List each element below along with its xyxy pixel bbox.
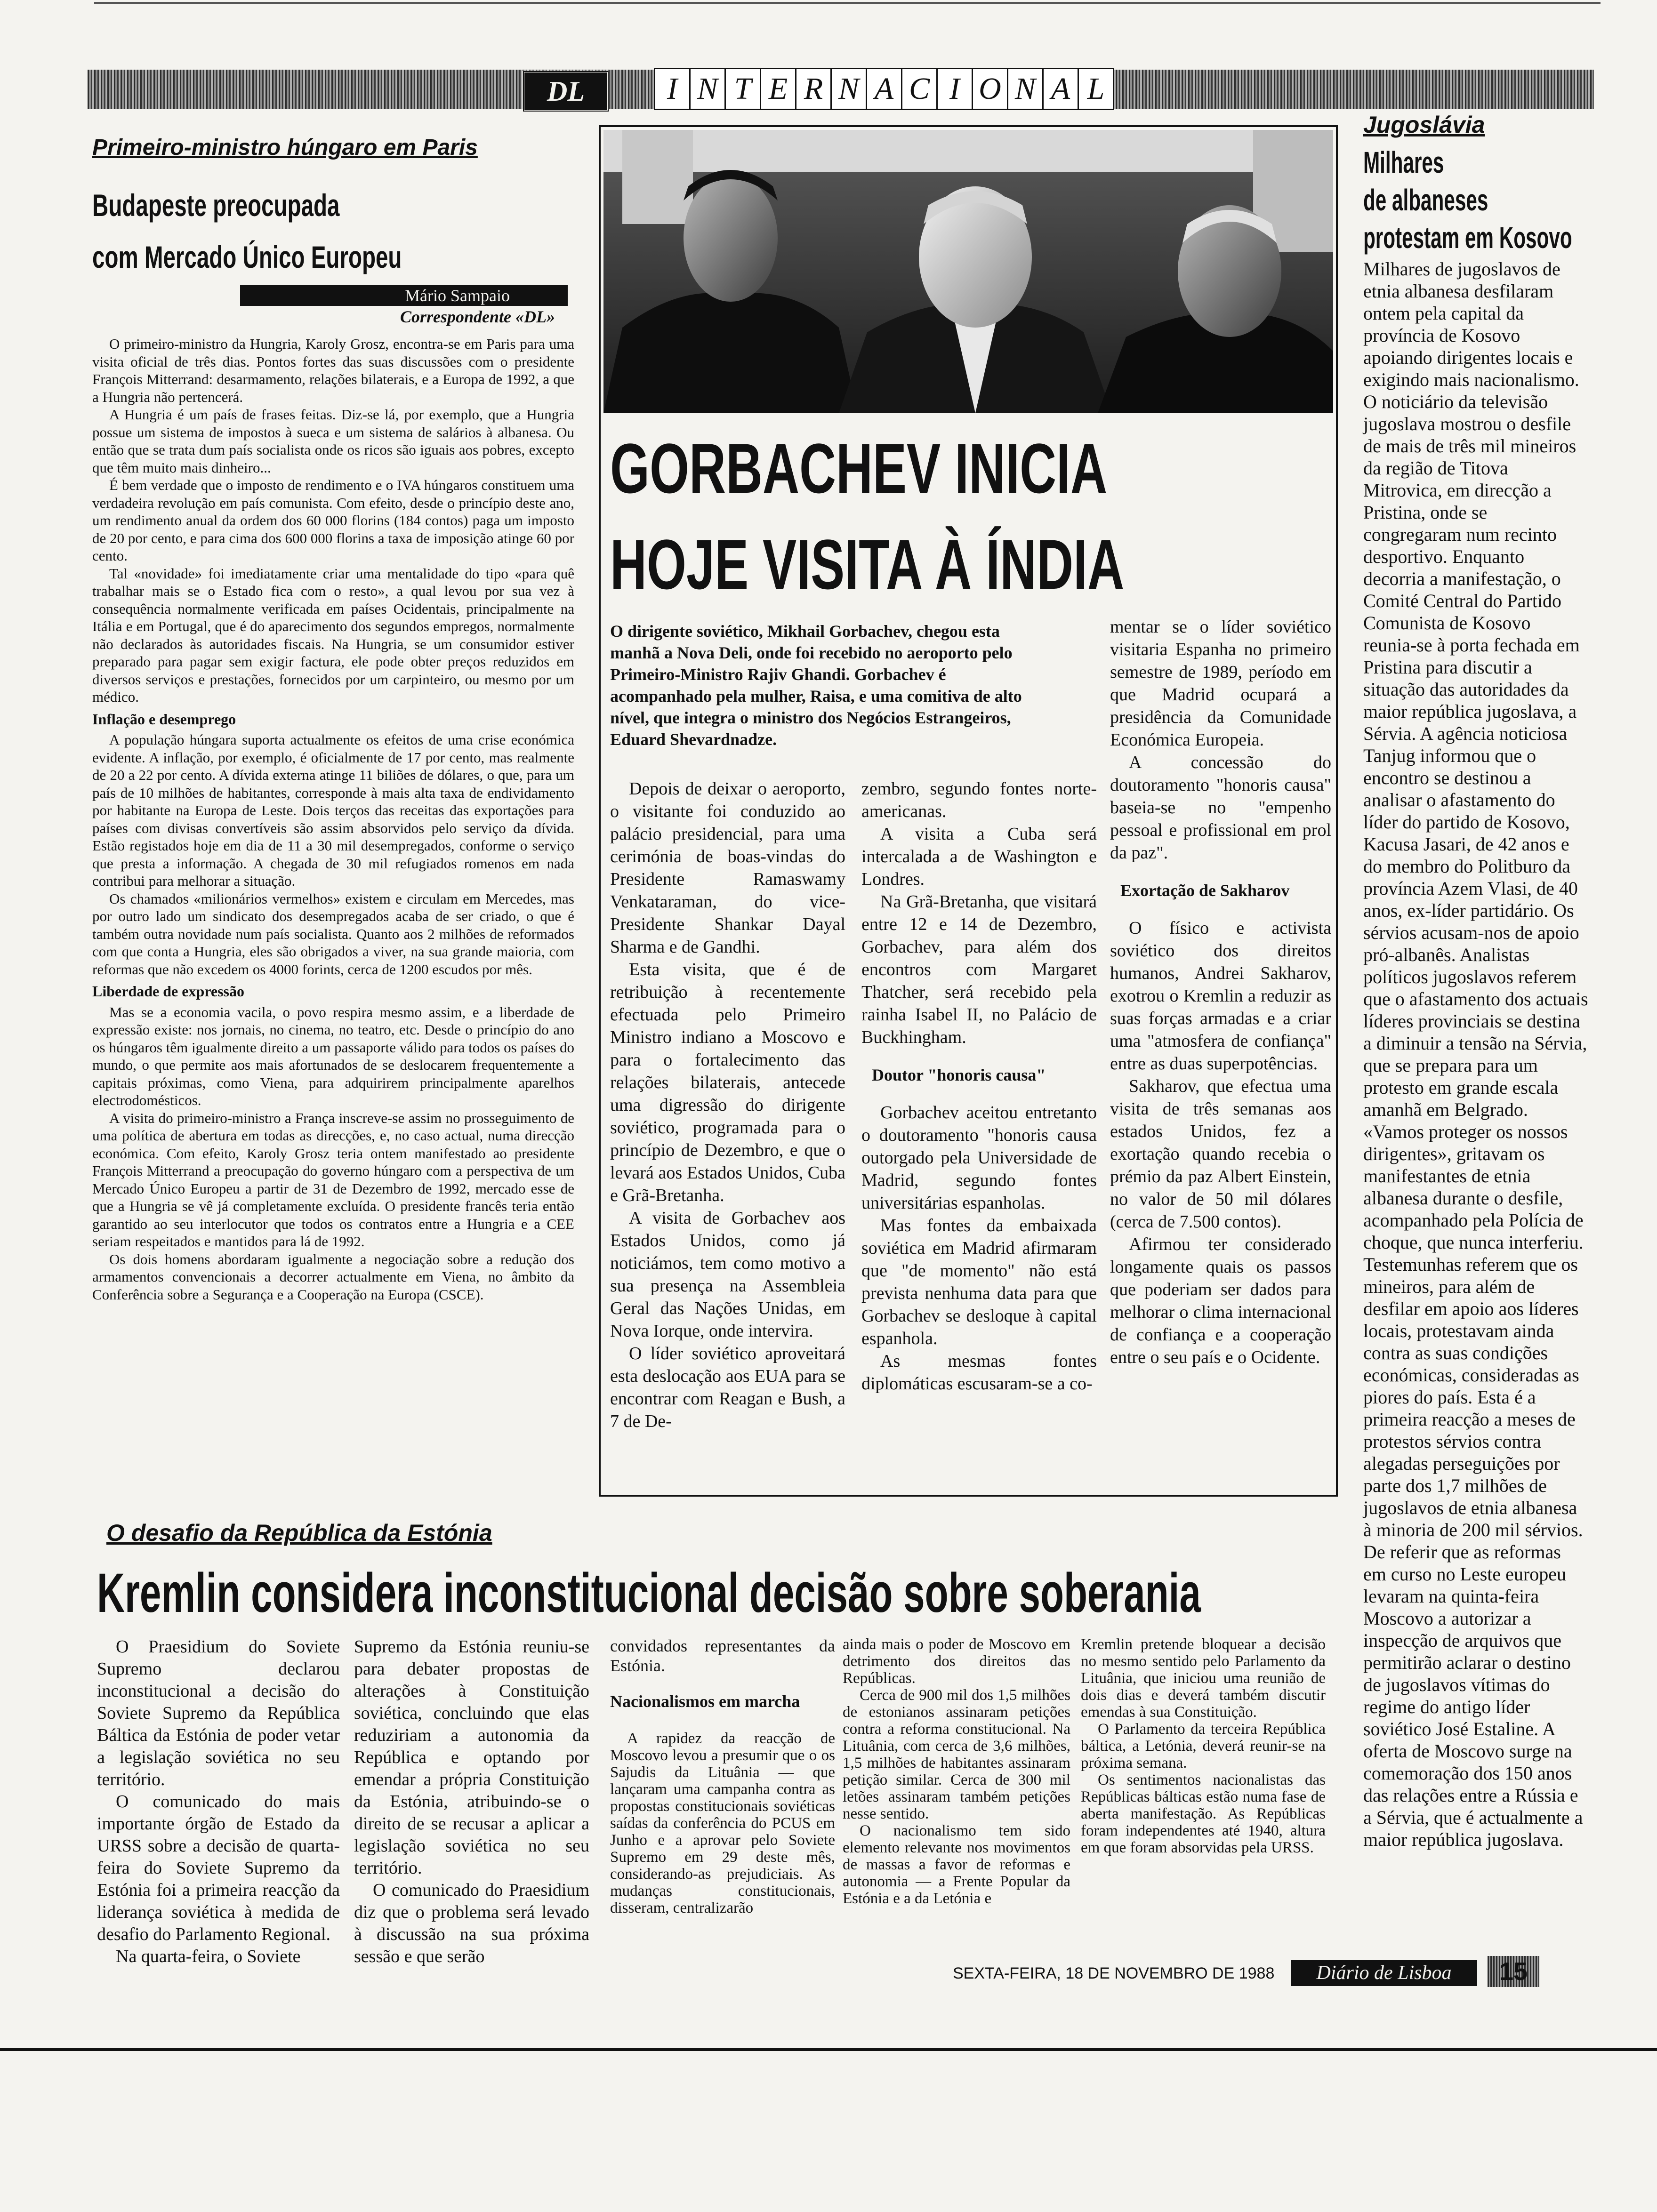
footer-paper-name: Diário de Lisboa [1291, 1960, 1477, 1986]
hungary-kicker: Primeiro-ministro húngaro em Paris [92, 135, 478, 160]
paragraph: A visita do primeiro-ministro a França inscreve-se assim no prosseguimento de uma política de abertura em todas as direcções, e, no caso actual, numa direcção económica. Com efeito, Karoly Grosz teria ontem manifestado ao presidente François Mitterrand a preocupação do governo húngaro com a perspectiva de um Mercado Único Europeu a partir de 31 de Dezembro de 1992, mercado esse de que a Hungria se vê já completamente excluída. O presidente francês teria então garantido ao seu interlocutor que todos os contratos entre a Hungria e a CEE seriam respeitados e mantidos para lá de 1992. [92, 1109, 574, 1250]
paragraph: A visita de Gorbachev aos Estados Unidos, como já noticiámos, tem como motivo a sua presença na Assembleia Geral das Nações Unidas, em Nova Iorque, onde intervira. [610, 1208, 845, 1341]
paragraph: Afirmou ter considerado longamente quais os passos que poderiam ser dados para melhorar o clima internacional de confiança e a cooperação entre o seu país e o Ocidente. [1110, 1234, 1331, 1367]
paragraph: Mas fontes da embaixada soviética em Madrid afirmaram que "de momento" não está prevista nenhuma data para que Gorbachev se desloque à capital espanhola. [861, 1216, 1097, 1348]
gorbachev-lead: O dirigente soviético, Mikhail Gorbachev, chegou esta manhã a Nova Deli, onde foi recebido no aeroporto pelo Primeiro-Ministro Rajiv Ghandi. Gorbachev é acompanhado pela mulher, Raisa, e uma comitiva de alto nível, que integra o ministro dos Negócios Estrangeiros, Eduard Shevardnadze. [610, 622, 1022, 749]
hungary-body [92, 335, 574, 1303]
paragraph: Os chamados «milionários vermelhos» existem e circulam em Mercedes, mas por outro lado um sindicato dos desempregados acaba de ser criado, o que é também outra novidade num país socialista. Quanto aos 2 milhões de reformados com que conta a Hungria, eles são obrigados a viver, na sua grande maioria, com reformas que não excedem os 4000 forints, cerca de 1200 escudos por mês. [92, 890, 574, 978]
yugoslavia-kicker: Jugoslávia [1363, 112, 1485, 138]
section-letter: L [1078, 68, 1114, 110]
paragraph: O físico e activista soviético dos direitos humanos, Andrei Sakharov, exotrou o Kremlin a reduzir as suas forças armadas e a criar uma "atmosfera de confiança" entre as duas superpotências. [1110, 918, 1331, 1074]
yugoslavia-headline: Milhares [1363, 145, 1444, 179]
paragraph: É bem verdade que o imposto de rendimento e o IVA húngaros constituem uma verdadeira revolução em país comunista. Com efeito, desde o princípio deste ano, um rendimento anual da ordem dos 60 000 florins (184 contos) paga um imposto de 20 por cento, e para cima dos 600 000 florins a taxa de imposição atinge 60 por cento. [92, 477, 574, 564]
section-letter: C [901, 68, 938, 110]
section-letter: A [866, 68, 902, 110]
paragraph: A rapidez da reacção de Moscovo levou a presumir que o os Sajudis da Lituânia — que lançaram uma campanha contra as propostas constitucionais soviéticas saídas da conferência do PCUS em Junho e a aprovar pelo Soviete Supremo em 29 deste mês, considerando-as prejudiciais. As mudanças constitucionais, disseram, centralizarão [610, 1730, 835, 1916]
paragraph: Os dois homens abordaram igualmente a negociação sobre a redução dos armamentos convencionais a decorrer actualmente em Viena, no âmbito da Conferência sobre a Segurança e a Cooperação na Europa (CSCE). [92, 1250, 574, 1303]
section-letter: N [1007, 68, 1044, 110]
estonia-column-4 [843, 1636, 1070, 1907]
newspaper-logo: DL [523, 71, 609, 112]
paragraph: O comunicado do Praesidium diz que o problema será levado à discussão na sua próxima sessão e que serão [354, 1880, 589, 1966]
top-rule [94, 2, 1601, 4]
subheading: Doutor "honoris causa" [872, 1066, 1046, 1084]
estonia-column-2 [354, 1636, 589, 1968]
paragraph: O Parlamento da terceira República báltica, a Letónia, deverá reunir-se na próxima semana. [1081, 1721, 1326, 1771]
estonia-headline: Kremlin considera inconstitucional decisão sobre soberania [97, 1562, 1201, 1624]
yugoslavia-headline: protestam em Kosovo [1363, 221, 1572, 255]
paragraph: Kremlin pretende bloquear a decisão no mesmo sentido pelo Parlamento da Lituânia, que iniciou uma reunião de dois dias e deverá também discutir emendas à sua Constituição. [1081, 1636, 1326, 1721]
subheading: Exortação de Sakharov [1120, 881, 1290, 900]
gorbachev-column-1 [610, 777, 845, 1433]
paragraph: A Hungria é um país de frases feitas. Diz-se lá, por exemplo, que a Hungria possue um sistema de impostos à sueca e um sistema de salários à albanesa. Ou então que se trata dum país socialista onde os ricos são iguais aos pobres, excepto que têm muito mais dinheiro... [92, 406, 574, 476]
paragraph: O primeiro-ministro da Hungria, Karoly Grosz, encontra-se em Paris para uma visita oficial de três dias. Pontos fortes das suas discussões com o presidente François Mitterrand: desarmamento, relações bilaterais, e a Europa de 1992, a que a Hungria não pertencerá. [92, 336, 574, 405]
paragraph: Esta visita, que é de retribuição à recentemente efectuada pelo Primeiro Ministro indiano a Moscovo e para o fortalecimento das relações bilaterais, antecede uma digressão do dirigente soviético, programada para o princípio de Dezembro, e que o levará aos Estados Unidos, Cuba e Grã-Bretanha. [610, 960, 845, 1205]
paragraph: Tal «novidade» foi imediatamente criar uma mentalidade do tipo «para quê trabalhar mais se o Estado fica com o resto», a qual levou por sua vez à consequência normalmente verificada em países Ocidentais, principalmente na Itália e em Portugal, que é do aparecimento dos segundos empregos, normalmente não declarados às autoridades fiscais. Na Hungria, se um consumidor estiver preparado para pagar sem exigir factura, ele pode obter preços reduzidos em diversos serviços e prestações, fornecidos por um carpinteiro, ou mesmo por um médico. [92, 565, 574, 705]
paragraph: zembro, segundo fontes norte-americanas. [861, 779, 1097, 821]
gorbachev-headline: GORBACHEV INICIA [610, 429, 1108, 508]
paragraph: O nacionalismo tem sido elemento relevante nos movimentos de massas a favor de reformas e autonomia — a Frente Popular da Estónia e a da Letónia e [843, 1822, 1070, 1907]
section-letter: I [654, 68, 691, 110]
paragraph: O Praesidium do Soviete Supremo declarou inconstitucional a decisão do Soviete Supremo da República Báltica da Estónia de poder vetar a legislação soviética no seu território. [97, 1637, 340, 1789]
byline: Mário Sampaio [405, 286, 510, 305]
paragraph: A população húngara suporta actualmente os efeitos de uma crise económica evidente. A inflação, por exemplo, é oficialmente de 17 por cento, mas realmente de 20 a 22 por cento. A dívida externa atinge 11 biliões de dólares, o que, para um país de 10 milhões de habitantes, corresponde à mais alta taxa de endividamento por habitante na Europa de Leste. Dois terços das receitas das exportações para países com divisas convertíveis são assim absorvidos pelo serviço da dívida. Estão registados hoje em dia de 11 a 30 mil desempregados, conforme o serviço que presta a informação. A chegada de 30 mil refugiados romenos em nada contribui para melhorar a situação. [92, 731, 574, 889]
paragraph: O líder soviético aproveitará esta deslocação aos EUA para se encontrar com Reagan e Bush, a 7 de De- [610, 1344, 845, 1431]
paragraph: Supremo da Estónia reuniu-se para debater propostas de alterações à Constituição soviética, concluindo que elas reduziriam a autonomia da República e optando por emendar a própria Constituição da Estónia, atribuindo-se o direito de se recusar a aplicar a legislação soviética no seu território. [354, 1637, 589, 1878]
footer-date: SEXTA-FEIRA, 18 DE NOVEMBRO DE 1988 [953, 1964, 1275, 1982]
paragraph: Gorbachev aceitou entretanto o doutoramento "honoris causa outorgado pela Universidade de Madrid, segundo fontes universitárias espanholas. [861, 1103, 1097, 1213]
paragraph: mentar se o líder soviético visitaria Espanha no primeiro semestre de 1989, período em que Madrid ocupará a presidência da Comunidade Económica Europeia. [1110, 617, 1331, 750]
yugoslavia-body: Milhares de jugoslavos de etnia albanesa desfilaram ontem pela capital da província de Kosovo apoiando dirigentes locais e exigindo mais nacionalismo. O noticiário da televisão jugoslava mostrou o desfile de mais de três mil mineiros da região de Titova Mitrovica, em direcção a Pristina, onde se congregaram num recinto desportivo. Enquanto decorria a manifestação, o Comité Central do Partido Comunista de Kosovo reunia-se à porta fechada em Pristina para discutir a situação das autoridades da maior república jugoslava, a Sérvia. A agência noticiosa Tanjug informou que o encontro se destinou a analisar o afastamento do líder do partido de Kosovo, Kacusa Jasari, de 42 anos e do membro do Politburo da província Azem Vlasi, de 40 anos, ex-líder partidário. Os sérvios acusam-nos de apoio pró-albanês. Analistas políticos jugoslavos referem que o afastamento dos actuais líderes provinciais se destina a diminuir a tensão na Sérvia, que se prepara para um protesto em grande escala amanhã em Belgrado. «Vamos proteger os nossos dirigentes», gritavam os manifestantes de etnia albanesa durante o desfile, acompanhado pela Polícia de choque, que nunca interferiu. Testemunhas referem que os mineiros, para além de desfilar em apoio aos líderes locais, protestavam ainda contra as suas condições económicas, consideradas as piores do país. Esta é a primeira reacção a meses de protestos sérvios contra alegadas perseguições por parte dos 1,7 milhões de jugoslavos de etnia albanesa à minoria de 200 mil sérvios. De referir que as reformas em curso no Leste europeu levaram na quinta-feira Moscovo a autorizar a inspecção de arquivos que permitirão aclarar o destino de jugoslavos vítimas do regime do antigo líder soviético José Estaline. A oferta de Moscovo surge na comemoração dos 150 anos das relações entre a Rússia e a Sérvia, que é actualmente a maior república jugoslava. [1363, 258, 1588, 1850]
gorbachev-headline: HOJE VISITA À ÍNDIA [610, 525, 1125, 604]
bottom-rule [0, 2048, 1657, 2051]
subheading: Liberdade de expressão [92, 983, 244, 1000]
byline-bar [240, 285, 568, 306]
page-number: 15 [1488, 1956, 1539, 1987]
hungary-headline: com Mercado Único Europeu [92, 240, 402, 274]
paragraph: convidados representantes da Estónia. [610, 1636, 835, 1675]
gorbachev-photo [603, 130, 1333, 413]
estonia-column-3 [610, 1636, 835, 1916]
paragraph: O comunicado do mais importante órgão de Estado da URSS sobre a decisão de quarta-feira do Soviete Supremo da Estónia foi a primeira reacção da liderança soviética à medida de desafio do Parlamento Regional. [97, 1792, 340, 1944]
paragraph: ainda mais o poder de Moscovo em detrimento dos direitos das Repúblicas. [843, 1636, 1070, 1687]
paragraph: A visita a Cuba será intercalada a de Washington e Londres. [861, 824, 1097, 889]
paragraph: Cerca de 900 mil dos 1,5 milhões de estonianos assinaram petições contra a reforma constitucional. Na Lituânia, com cerca de 3,6 milhões, 1,5 milhões de habitantes assinaram petição similar. Cerca de 300 mil letões assinaram também petições nesse sentido. [843, 1687, 1070, 1822]
paragraph: Na quarta-feira, o Soviete [116, 1947, 301, 1966]
estonia-kicker: O desafio da República da Estónia [106, 1520, 492, 1546]
paragraph: Depois de deixar o aeroporto, o visitante foi conduzido ao palácio presidencial, para uma cerimónia de boas-vindas do Presidente Ramaswamy Venkataraman, do vice-Presidente Shankar Dayal Sharma e de Gandhi. [610, 779, 845, 957]
gorbachev-column-3 [1110, 616, 1331, 1369]
section-letter: O [972, 68, 1008, 110]
paragraph: Os sentimentos nacionalistas das Repúblicas bálticas estão numa fase de aberta manifestação. As Repúblicas foram independentes até 1940, altura em que foram absorvidas pela URSS. [1081, 1771, 1326, 1856]
section-title [655, 68, 1114, 110]
section-letter: N [689, 68, 726, 110]
subheading: Nacionalismos em marcha [610, 1692, 800, 1711]
paragraph: Na Grã-Bretanha, que visitará entre 12 e 14 de Dezembro, Gorbachev, para além dos encontros com Margaret Thatcher, será recebido pela rainha Isabel II, no Palácio de Buckhingham. [861, 892, 1097, 1047]
hungary-headline: Budapeste preocupada [92, 188, 340, 223]
paragraph: Sakharov, que efectua uma visita de três semanas aos estados Unidos, fez a exortação quando recebia o prémio da paz Albert Einstein, no valor de 50 mil dólares (cerca de 7.500 contos). [1110, 1076, 1331, 1232]
section-letter: T [724, 68, 761, 110]
byline-role: Correspondente «DL» [400, 307, 555, 326]
estonia-column-1 [97, 1636, 340, 1968]
gorbachev-column-2 [861, 777, 1097, 1395]
section-letter: R [795, 68, 832, 110]
estonia-column-5 [1081, 1636, 1326, 1856]
paragraph: Mas se a economia vacila, o povo respira mesmo assim, e a liberdade de expressão existe: nos jornais, no cinema, no teatro, etc. Desde o princípio do ano os húngaros têm igualmente direito a um passaporte válido para todos os países do mundo, o que permite aos mais afortunados de se deslocarem frequentemente a capitais próximas, como Viena, para adquirirem principalmente aparelhos electrodomésticos. [92, 1003, 574, 1108]
paragraph: As mesmas fontes diplomáticas escusaram-se a co- [861, 1351, 1097, 1394]
section-letter: E [760, 68, 796, 110]
section-letter: A [1042, 68, 1079, 110]
section-letter: I [936, 68, 973, 110]
paragraph: A concessão do doutoramento "honoris causa" baseia-se no "empenho pessoal e profissional em prol da paz". [1110, 753, 1331, 863]
yugoslavia-headline: de albaneses [1363, 183, 1488, 217]
subheading: Inflação e desemprego [92, 710, 236, 728]
section-letter: N [830, 68, 867, 110]
